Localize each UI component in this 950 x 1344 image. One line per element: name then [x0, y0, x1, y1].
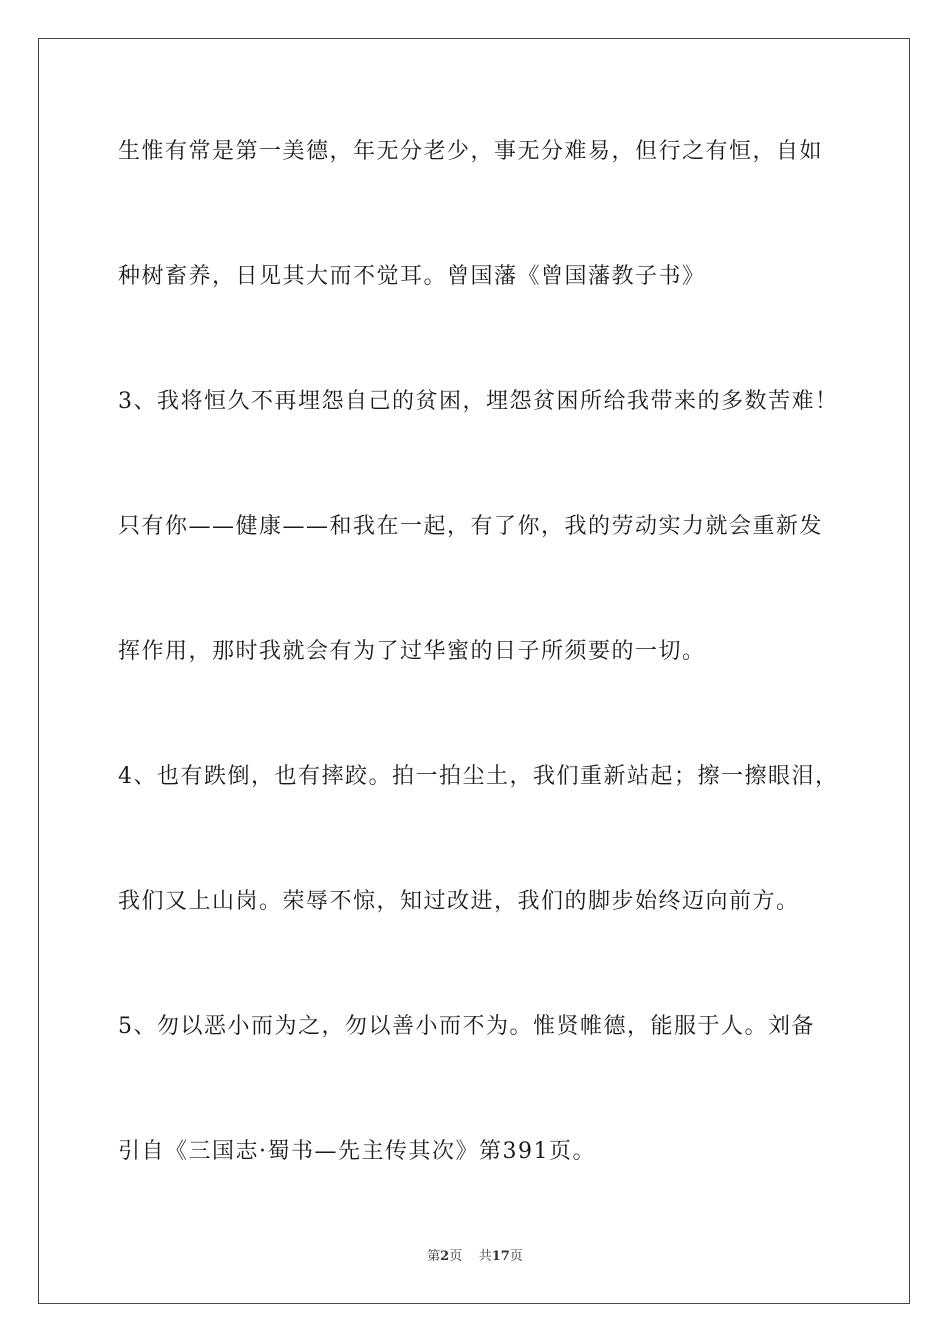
- text-line: 3、我将恒久不再埋怨自己的贫困，埋怨贫困所给我带来的多数苦难！: [118, 389, 839, 414]
- text-line: 种树畜养，日见其大而不觉耳。曾国藩《曾国藩教子书》: [118, 264, 706, 289]
- page-footer: [0, 1245, 950, 1264]
- page-prefix: 第: [427, 1249, 441, 1264]
- page-suffix: 页: [449, 1249, 463, 1264]
- text-line: 5、勿以恶小而为之，勿以善小而不为。惟贤帷德，能服于人。刘备: [118, 1014, 815, 1039]
- text-line: 只有你——健康——和我在一起，有了你，我的劳动实力就会重新发: [118, 514, 824, 539]
- text-line: 我们又上山岗。荣辱不惊，知过改进，我们的脚步始终迈向前方。: [118, 889, 800, 914]
- text-line: 生惟有常是第一美德，年无分老少，事无分难易，但行之有恒，自如: [118, 139, 824, 164]
- document-body: [118, 126, 838, 1251]
- text-line: 挥作用，那时我就会有为了过华蜜的日子所须要的一切。: [118, 639, 706, 664]
- text-line: 4、也有跌倒，也有摔跤。拍一拍尘土，我们重新站起；擦一擦眼泪，: [118, 764, 839, 789]
- total-prefix: 共: [478, 1249, 492, 1264]
- total-pages-number: 17: [491, 1249, 510, 1264]
- text-line: 引自《三国志·蜀书—先主传其次》第391页。: [118, 1139, 596, 1164]
- current-page-number: 2: [440, 1249, 450, 1264]
- total-suffix: 页: [509, 1249, 523, 1264]
